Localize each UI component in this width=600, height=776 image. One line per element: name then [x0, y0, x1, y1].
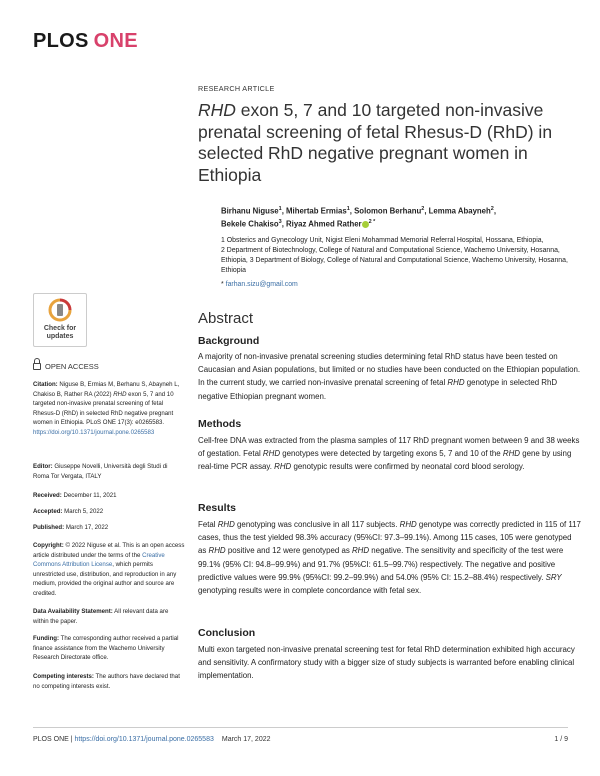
copyright-text: © 2022 Niguse et al. This is an open access article distributed under the terms of the — [33, 542, 185, 559]
footer-doi-link[interactable]: https://doi.org/10.1371/journal.pone.0265583 — [74, 736, 214, 743]
abstract-heading: Abstract — [198, 310, 254, 327]
funding-text: The corresponding author received a partial finance assistance from the Wachemo University Research Directorate office. — [33, 635, 179, 662]
open-lock-icon — [33, 363, 41, 370]
check-updates-label: Check for updates — [43, 325, 77, 340]
methods-heading: Methods — [198, 418, 242, 430]
open-access — [33, 362, 99, 371]
author-sep: , — [349, 206, 355, 216]
title-gene: RHD — [198, 100, 236, 120]
methods-text — [198, 434, 581, 474]
citation-label: Citation: — [33, 381, 58, 388]
results-text-a: Fetal — [198, 520, 218, 529]
copyright-text-b: , which permits unrestricted use, distribution, and reproduction in any medium, provided the original author and source are credited. — [33, 561, 177, 597]
received-block — [33, 491, 185, 501]
competing-label: Competing interests: — [33, 673, 94, 680]
background-text — [198, 350, 581, 403]
footer-divider — [33, 727, 568, 728]
methods-text-b: genotypes were detected by targeting exons 5, 7 and 10 of the — [280, 449, 503, 459]
affiliations — [221, 236, 581, 276]
author-name[interactable]: Solomon Berhanu — [354, 206, 422, 216]
page-footer — [33, 736, 271, 743]
author-sup: 1 — [278, 206, 282, 212]
background-text-b: genotype in selected RhD negative Ethiopian pregnant women. — [198, 378, 558, 401]
logo-one: ONE — [93, 30, 138, 52]
journal-logo[interactable] — [33, 30, 138, 53]
funding-label: Funding: — [33, 635, 60, 642]
results-text-f: genotyping results were in complete concordance with fetal sex. — [198, 586, 422, 596]
editor-label: Editor: — [33, 463, 53, 470]
methods-gene: RHD — [262, 449, 281, 459]
results-gene: RHD — [217, 520, 235, 529]
author-list — [221, 204, 581, 230]
footer-date: March 17, 2022 — [221, 736, 271, 743]
author-name[interactable]: Bekele Chakiso — [221, 219, 279, 229]
copyright-block — [33, 541, 185, 599]
results-text-c: genotype was correctly predicted in 115 of 117 cases, thus the test yielded 98.3% accuracy (95%CI: 97.3–99.1%). Among 115 cases, 105 were genotyped as — [198, 520, 581, 556]
results-gene: RHD — [351, 546, 370, 556]
footer-sep: | — [68, 736, 75, 743]
logo-plos: PLOS — [33, 30, 89, 52]
results-text-e: negative. The sensitivity and specificity of the test were 99.1% (95% CI: 94.8–99.9%) and 91.7% (95%CI: 61.5–99.7%) respectively. The negative and positive predictive values were 99.9% (95%CI: 99.2–99.9%) and 54.0% (95% CI: 15.2–88.4%) respectively. — [198, 546, 564, 582]
author-sup: 2 * — [368, 219, 376, 226]
correspondence — [221, 281, 298, 288]
citation-text: Niguse B, Ermias M, Berhanu S, Abayneh L, Chakiso B, Rather RA (2022) — [33, 381, 180, 398]
correspondence-star: * — [221, 281, 224, 288]
results-gene: RHD — [208, 546, 226, 556]
data-availability-label: Data Availability Statement: — [33, 608, 113, 615]
author-sup: 2 — [490, 206, 494, 212]
published-block — [33, 523, 185, 533]
email-link[interactable]: farhan.sizu@gmail.com — [225, 281, 298, 288]
author-sep: , — [424, 206, 429, 216]
methods-gene: RHD — [274, 462, 292, 472]
page-number: 1 / 9 — [554, 736, 568, 743]
accepted-label: Accepted: — [33, 508, 63, 515]
results-gene: SRY — [545, 572, 562, 582]
check-updates-icon — [46, 298, 74, 322]
affiliation-1: 1 Obsterics and Gynecology Unit, Nigist Eleni Mohammad Memorial Referral Hospital, Hossana, Ethiopia, — [221, 237, 544, 244]
conclusion-heading: Conclusion — [198, 627, 256, 639]
accepted-text: March 5, 2022 — [62, 508, 104, 515]
methods-text-d: genotypic results were confirmed by neonatal cord blood serology. — [291, 462, 525, 472]
results-heading: Results — [198, 502, 236, 514]
data-availability-block — [33, 607, 185, 626]
author-name[interactable]: Mihertab Ermias — [286, 206, 347, 216]
title-text: exon 5, 7 and 10 targeted non-invasive prenatal screening of fetal Rhesus-D (RhD) in selected RhD negative pregnant women in Ethiopia — [198, 100, 553, 185]
results-gene: RHD — [399, 520, 417, 529]
license-link[interactable]: Creative Commons Attribution License — [33, 551, 165, 569]
editor-text: Giuseppe Novelli, Università degli Studi di Roma Tor Vergata, ITALY — [33, 463, 168, 480]
author-name[interactable]: Riyaz Ahmed Rather — [286, 219, 362, 229]
received-label: Received: — [33, 492, 62, 499]
results-text — [198, 518, 581, 597]
editor-block — [33, 462, 185, 481]
methods-gene: RHD — [502, 449, 520, 459]
published-label: Published: — [33, 524, 65, 531]
article-type: RESEARCH ARTICLE — [198, 84, 275, 93]
accepted-block — [33, 507, 185, 517]
copyright-label: Copyright: — [33, 542, 64, 549]
author-sep: , — [493, 206, 497, 216]
methods-text-c: gene by using real-time PCR assay. — [198, 449, 572, 472]
author-sup: 2 — [421, 206, 425, 212]
background-heading: Background — [198, 335, 260, 347]
published-text: March 17, 2022 — [64, 524, 109, 531]
orcid-icon[interactable] — [362, 221, 369, 228]
author-name[interactable]: Lemma Abayneh — [428, 206, 491, 216]
citation-gene: RHD — [113, 390, 127, 398]
footer-journal: PLOS ONE — [33, 736, 69, 743]
results-text-b: genotyping was conclusive in all 117 subjects. — [234, 520, 400, 529]
conclusion-text: Multi exon targeted non-invasive prenatal screening test for fetal RhD determination exhibited high accuracy and sensitivity. A confirmatory study with a bigger size of study subjects is warranted before enabling clinical implementation. — [198, 645, 575, 681]
article-title — [198, 100, 578, 186]
author-sep: , — [281, 206, 287, 216]
author-name[interactable]: Birhanu Niguse — [221, 206, 279, 216]
data-availability-text: All relevant data are within the paper. — [33, 608, 169, 625]
citation-doi-link[interactable]: https://doi.org/10.1371/journal.pone.0265583 — [33, 428, 155, 436]
author-sup: 3 — [278, 219, 282, 226]
citation-text-b: exon 5, 7 and 10 targeted non-invasive prenatal screening of fetal Rhesus-D (RhD) in selected RhD negative pregnant women in Ethiopia. PLoS ONE 17(3): e0265583. — [33, 390, 174, 427]
citation-block — [33, 380, 185, 438]
competing-text: The authors have declared that no competing interests exist. — [33, 673, 180, 690]
methods-text-a: Cell-free DNA was extracted from the plasma samples of 117 RhD pregnant women between 9 and 38 weeks of gestation. Fetal — [198, 436, 580, 459]
check-for-updates-badge[interactable] — [33, 293, 87, 347]
author-sup: 1 — [346, 206, 350, 212]
background-text-a: A majority of non-invasive prenatal screening studies determining fetal RhD status have been tested on Caucasian and Asian populations, but limited or no studies have been conducted on the Ethiopian population. In the current study, we carried non-invasive prenatal screening of fetal — [198, 352, 581, 388]
background-gene: RHD — [447, 378, 465, 388]
received-text: December 11, 2021 — [61, 492, 117, 499]
competing-interests-block — [33, 672, 185, 691]
affiliation-2: 2 Department of Biotechnology, College of Natural and Computational Science, Wachemo University, Hosanna, Ethiopia, 3 Department of Biology, College of Natural and Computational Science, Wachemo University, Hosanna, Ethiopia — [221, 247, 568, 274]
funding-block — [33, 634, 185, 663]
open-access-label: OPEN ACCESS — [45, 362, 99, 371]
author-sep: , — [281, 219, 287, 229]
results-text-d: positive and 12 were genotyped as — [225, 546, 352, 556]
